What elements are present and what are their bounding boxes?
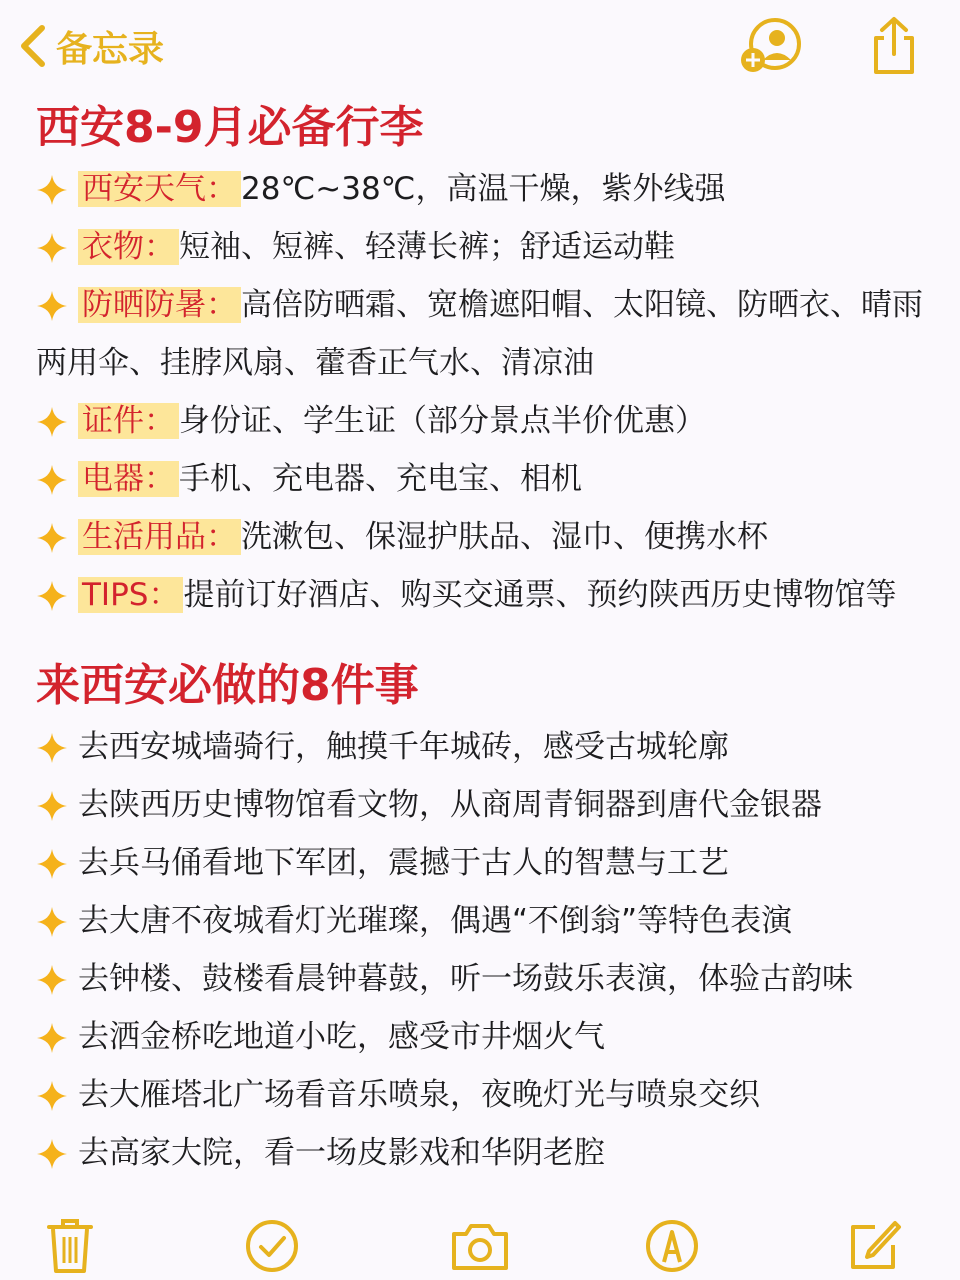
star-icon — [36, 290, 68, 322]
delete-button[interactable] — [38, 1214, 102, 1278]
trash-icon — [45, 1217, 95, 1275]
item-label: 防晒防暑： — [78, 287, 241, 323]
bottom-toolbar — [0, 1208, 960, 1280]
markup-button[interactable] — [640, 1214, 704, 1278]
share-icon — [868, 16, 920, 76]
compose-icon — [845, 1217, 903, 1275]
item-text: 去西安城墙骑行，触摸千年城砖，感受古城轮廓 — [78, 729, 729, 765]
nav-bar — [0, 0, 960, 92]
item-text: 去兵马俑看地下军团，震撼于古人的智慧与工艺 — [78, 845, 729, 881]
star-icon — [36, 406, 68, 438]
list-item — [36, 776, 936, 834]
list-item — [36, 950, 936, 1008]
camera-button[interactable] — [448, 1214, 512, 1278]
note-body[interactable] — [36, 96, 936, 1182]
share-button[interactable] — [858, 14, 930, 78]
list-item — [36, 566, 936, 624]
list-item — [36, 218, 936, 276]
star-icon — [36, 580, 68, 612]
list-item — [36, 892, 936, 950]
back-button[interactable] — [18, 18, 164, 74]
item-text: 去洒金桥吃地道小吃，感受市井烟火气 — [78, 1019, 605, 1055]
item-label: 衣物： — [78, 229, 179, 265]
section-title-todo: 来西安必做的8件事 — [36, 660, 419, 711]
star-icon — [36, 848, 68, 880]
markup-icon — [644, 1218, 700, 1274]
star-icon — [36, 1022, 68, 1054]
item-text: 洗漱包、保湿护肤品、湿巾、便携水杯 — [241, 519, 768, 555]
item-label: 生活用品： — [78, 519, 241, 555]
todo-list — [36, 718, 936, 1182]
list-item — [36, 160, 936, 218]
list-item — [36, 276, 936, 392]
star-icon — [36, 464, 68, 496]
star-icon — [36, 232, 68, 264]
star-icon — [36, 1080, 68, 1112]
item-text: 去大唐不夜城看灯光璀璨，偶遇“不倒翁”等特色表演 — [78, 903, 793, 939]
item-text: 身份证、学生证（部分景点半价优惠） — [179, 403, 706, 439]
checklist-button[interactable] — [240, 1214, 304, 1278]
item-text: 手机、充电器、充电宝、相机 — [179, 461, 582, 497]
star-icon — [36, 522, 68, 554]
list-item — [36, 834, 936, 892]
item-label: 西安天气： — [78, 171, 241, 207]
compose-button[interactable] — [842, 1214, 906, 1278]
star-icon — [36, 906, 68, 938]
item-text: 去高家大院，看一场皮影戏和华阴老腔 — [78, 1135, 605, 1171]
list-item — [36, 1066, 936, 1124]
list-item — [36, 718, 936, 776]
star-icon — [36, 174, 68, 206]
share-people-button[interactable] — [734, 14, 806, 78]
list-item — [36, 1124, 936, 1182]
item-label: 电器： — [78, 461, 179, 497]
item-text: 28℃~38℃，高温干燥，紫外线强 — [241, 171, 726, 207]
list-item — [36, 508, 936, 566]
star-icon — [36, 732, 68, 764]
item-text: 去大雁塔北广场看音乐喷泉，夜晚灯光与喷泉交织 — [78, 1077, 760, 1113]
item-text: 短袖、短裤、轻薄长裤；舒适运动鞋 — [179, 229, 675, 265]
packing-list — [36, 160, 936, 624]
item-label: 证件： — [78, 403, 179, 439]
checklist-icon — [244, 1218, 300, 1274]
back-label: 备忘录 — [56, 28, 165, 70]
camera-icon — [448, 1220, 512, 1272]
share-people-icon — [737, 16, 803, 76]
star-icon — [36, 790, 68, 822]
item-text: 提前订好酒店、购买交通票、预约陕西历史博物馆等 — [183, 577, 897, 613]
list-item — [36, 392, 936, 450]
item-text: 去钟楼、鼓楼看晨钟暮鼓，听一场鼓乐表演，体验古韵味 — [78, 961, 853, 997]
item-text: 去陕西历史博物馆看文物，从商周青铜器到唐代金银器 — [78, 787, 822, 823]
section-title-packing: 西安8-9月必备行李 — [36, 102, 424, 153]
star-icon — [36, 964, 68, 996]
chevron-left-icon — [18, 24, 48, 68]
item-text: 高倍防晒霜、宽檐遮阳帽、太阳镜、防晒衣、晴雨两用伞、挂脖风扇、藿香正气水、清凉油 — [36, 287, 923, 381]
list-item — [36, 450, 936, 508]
item-label: TIPS： — [78, 577, 183, 613]
star-icon — [36, 1138, 68, 1170]
list-item — [36, 1008, 936, 1066]
